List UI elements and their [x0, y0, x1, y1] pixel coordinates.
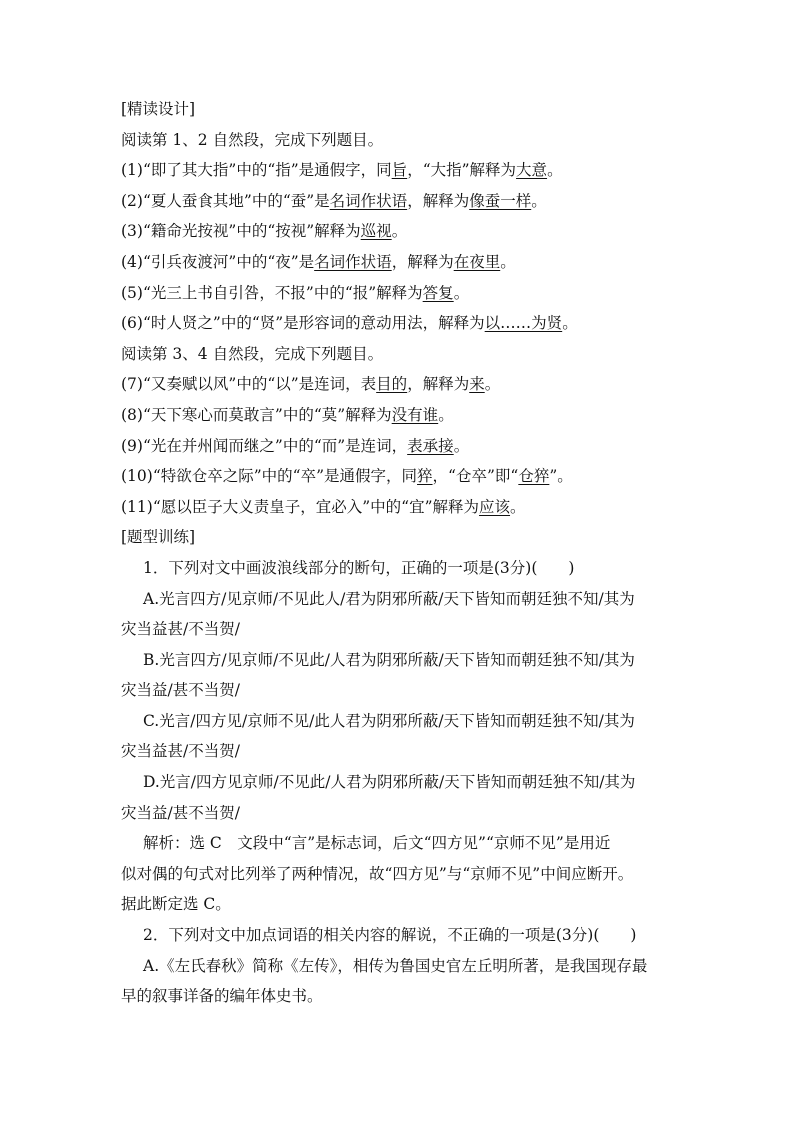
- option-c: [121, 706, 677, 767]
- option-line: A.光言四方/见京师/不见此人/君为阴邪所蔽/天下皆知而朝廷独不知/其为: [143, 589, 635, 608]
- option-line: 早的叙事详备的编年体史书。: [121, 987, 323, 1006]
- item-answer: 像蚕一样: [469, 191, 532, 210]
- item-number: (11): [121, 497, 153, 516]
- vocab-items-group-2: [121, 369, 677, 522]
- reading-instruction-2: 阅读第 3、4 自然段，完成下列题目。: [121, 344, 384, 363]
- vocab-item: [121, 369, 677, 400]
- item-answer: 表承接: [407, 436, 454, 455]
- item-number: (7): [121, 375, 143, 394]
- item-answer: 旨: [391, 161, 408, 180]
- section-heading-practice: [题型训练]: [121, 528, 196, 547]
- item-text: 。: [500, 252, 516, 271]
- item-answer: 名词作状语: [329, 191, 408, 210]
- option-line: 灾当益/甚不当贺/: [121, 803, 240, 822]
- option-line: 灾当益甚/不当贺/: [121, 742, 240, 761]
- item-answer: 仓猝: [518, 467, 550, 486]
- item-answer: 以……为贤: [484, 314, 563, 333]
- option-a: [121, 584, 677, 645]
- option-line: A.《左氏春秋》简称《左传》，相传为鲁国史官左丘明所著，是我国现存最: [143, 956, 648, 975]
- item-text: “愿以臣子大义责皇子，宜必入”中的“宜”解释为: [152, 497, 480, 516]
- item-text: 。: [510, 497, 526, 516]
- analysis-line: 据此断定选 C。: [121, 895, 231, 914]
- vocab-items-group-1: [121, 155, 677, 339]
- vocab-item: [121, 400, 677, 431]
- vocab-item: [121, 431, 677, 462]
- question-2-option-a: [121, 951, 677, 1012]
- item-answer: 在夜里: [453, 252, 501, 271]
- item-text: ，解释为: [407, 191, 470, 210]
- vocab-item: [121, 461, 677, 492]
- question-1-analysis: [121, 828, 677, 920]
- option-b: [121, 645, 677, 706]
- option-d: [121, 767, 677, 828]
- reading-instruction-1: 阅读第 1、2 自然段，完成下列题目。: [121, 130, 384, 149]
- item-number: (9): [121, 436, 143, 455]
- item-text: “天下寒心而莫敢言”中的“莫”解释为: [142, 405, 392, 424]
- question-2-stem: 2．下列对文中加点词语的相关内容的解说，不正确的一项是(3分)( ): [143, 926, 637, 945]
- item-text: ，“大指”解释为: [407, 161, 517, 180]
- vocab-item: [121, 155, 677, 186]
- item-number: (3): [121, 222, 143, 241]
- item-text: 。: [391, 222, 408, 241]
- option-line: 灾当益甚/不当贺/: [121, 620, 240, 639]
- vocab-item: [121, 492, 677, 523]
- section-heading-close-reading: [精读设计]: [121, 100, 196, 118]
- item-answer: 答复: [422, 283, 454, 302]
- item-text: “光三上书自引咎，不报”中的“报”解释为: [142, 283, 423, 302]
- item-text: 。: [562, 314, 578, 333]
- question-1-options: [121, 584, 677, 829]
- vocab-item: [121, 247, 677, 278]
- item-text: ”。: [549, 467, 573, 486]
- vocab-item: [121, 278, 677, 309]
- item-answer: 没有谁: [391, 405, 439, 424]
- item-number: (8): [121, 405, 143, 424]
- item-number: (10): [121, 467, 153, 486]
- item-answer: 应该: [479, 497, 511, 516]
- item-answer: 巡视: [360, 222, 392, 241]
- item-text: “籍命光按视”中的“按视”解释为: [142, 222, 361, 241]
- item-text: ，“仓卒”即“: [432, 467, 519, 486]
- item-text: ，解释为: [391, 252, 454, 271]
- item-answer: 猝: [417, 467, 433, 486]
- item-text: 。: [453, 283, 470, 302]
- item-text: “即了其大指”中的“指”是通假字，同: [142, 161, 392, 180]
- item-number: (4): [121, 252, 143, 271]
- item-answer: 大意: [516, 161, 548, 180]
- item-number: (5): [121, 283, 143, 302]
- item-text: 。: [531, 191, 547, 210]
- item-text: ，解释为: [407, 375, 470, 394]
- item-answer: 来: [469, 375, 485, 394]
- item-text: “夏人蚕食其地”中的“蚕”是: [142, 191, 330, 210]
- analysis-line: 似对偶的句式对比列举了两种情况，故“四方见”与“京师不见”中间应断开。: [121, 864, 634, 883]
- vocab-item: [121, 308, 677, 339]
- analysis-line: 解析：选 C 文段中“言”是标志词，后文“四方见”“京师不见”是用近: [143, 834, 611, 853]
- item-number: (2): [121, 191, 143, 210]
- item-text: “光在并州闻而继之”中的“而”是连词，: [142, 436, 408, 455]
- item-text: “时人贤之”中的“贤”是形容词的意动用法，解释为: [142, 314, 485, 333]
- question-1-stem: 1．下列对文中画波浪线部分的断句，正确的一项是(3分)( ): [143, 558, 575, 577]
- item-answer: 名词作状语: [314, 252, 392, 271]
- item-text: 。: [484, 375, 501, 394]
- option-line: C.光言/四方见/京师不见/此人君为阴邪所蔽/天下皆知而朝廷独不知/其为: [143, 711, 635, 730]
- option-line: 灾当益/甚不当贺/: [121, 681, 240, 700]
- item-text: 。: [547, 161, 563, 180]
- option-line: B.光言四方/见京师/不见此/人君为阴邪所蔽/天下皆知而朝廷独不知/其为: [143, 650, 635, 669]
- item-text: 。: [438, 405, 454, 424]
- vocab-item: [121, 186, 677, 217]
- vocab-item: [121, 216, 677, 247]
- option-line: D.光言/四方见京师/不见此/人君为阴邪所蔽/天下皆知而朝廷独不知/其为: [143, 773, 636, 792]
- item-number: (6): [121, 314, 143, 333]
- document-content: [121, 94, 677, 1012]
- item-text: “又奏赋以风”中的“以”是连词，表: [142, 375, 377, 394]
- item-answer: 目的: [376, 375, 408, 394]
- item-number: (1): [121, 161, 143, 180]
- item-text: “特欲仓卒之际”中的“卒”是通假字，同: [152, 467, 418, 486]
- item-text: “引兵夜渡河”中的“夜”是: [142, 252, 315, 271]
- item-text: 。: [453, 436, 470, 455]
